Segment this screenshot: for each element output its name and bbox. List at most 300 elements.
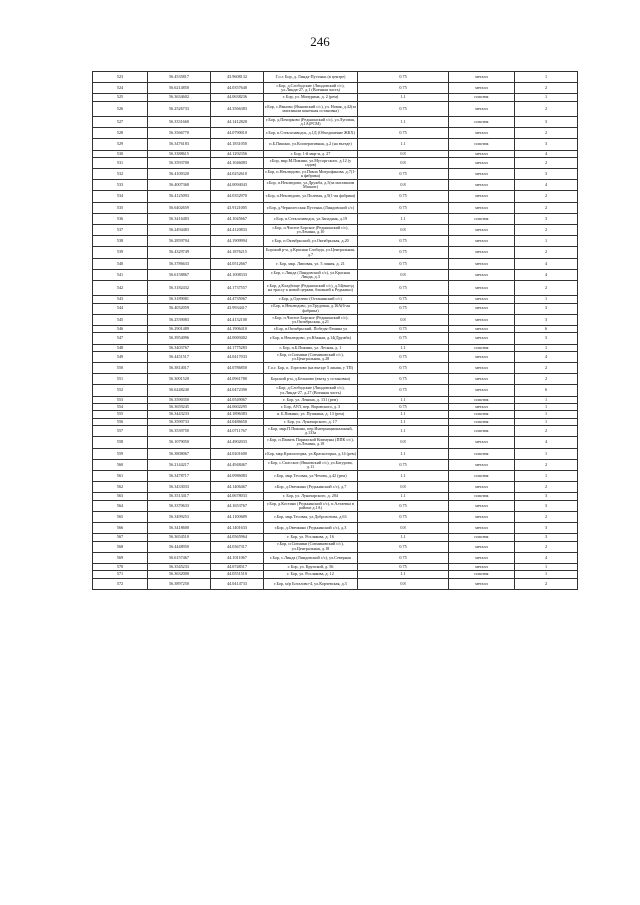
cell-container-count: 2 [515,459,578,470]
cell-row-number: 527 [93,116,148,127]
cell-material: металл [449,101,515,116]
cell-row-number: 534 [93,191,148,202]
table-row [93,128,578,139]
cell-volume: 0.75 [358,202,449,213]
cell-material: пластик [449,493,515,500]
cell-row-number: 572 [93,578,148,589]
cell-latitude: 56.4125093 [148,191,211,202]
cell-latitude: 56.3499253 [148,511,211,522]
cell-longitude: 44.0414733 [211,578,264,589]
cell-address: г.Бор, п.Память Парижской Коммуны (ППК с/с), ул.Ленина, д.18 [264,437,358,448]
cell-material: пластик [449,396,515,403]
cell-volume: 0.75 [358,564,449,571]
table-row [93,523,578,534]
cell-latitude: 56.3331660 [148,116,211,127]
cell-longitude: 44.0961780 [211,374,264,385]
cell-material: металл [449,150,515,157]
container-sites-table [92,71,578,590]
cell-material: пластик [449,94,515,101]
cell-volume: 0.75 [358,296,449,303]
cell-latitude: 56.3418600 [148,523,211,534]
cell-volume: 0.8 [358,269,449,280]
cell-latitude: 56.2494483 [148,225,211,236]
cell-longitude: 44.1831050 [211,139,264,150]
cell-volume: 1.1 [358,139,449,150]
cell-address: г.Бор, м/р Боталово-4, ул.Корчевская, д.3 [264,578,358,589]
cell-row-number: 536 [93,213,148,224]
cell-longitude: 44.1401633 [211,523,264,534]
cell-container-count: 2 [515,363,578,374]
cell-container-count: 6 [515,325,578,332]
cell-address: п. Б.Пикино, ул. Пушкина, д. 13 (рем) [264,411,358,418]
cell-row-number: 555 [93,411,148,418]
cell-address: г. Бор, п.Б.Пикино, ул. Лесная, д. 1 [264,344,358,351]
cell-latitude: 56.2859704 [148,236,211,247]
cell-latitude: 56.3593700 [148,157,211,168]
cell-material: металл [449,523,515,534]
cell-address: г.Бор, п.Октябрьский, ул.Октябрьская, д.20 [264,236,358,247]
cell-container-count: 2 [515,83,578,94]
cell-longitude: 44.0486650 [211,418,264,425]
table-row [93,448,578,459]
cell-latitude: 56.4329749 [148,247,211,258]
table-row [93,459,578,470]
cell-address: г.Бор, мкр.Красногорка, ул.Красногорка, д.14 (рем) [264,448,358,459]
cell-longitude: 44.3566383 [211,101,264,116]
cell-volume: 0.8 [358,314,449,325]
table-row [93,534,578,541]
cell-volume: 0.75 [358,385,449,396]
cell-material: металл [449,578,515,589]
cell-address: г.Бор, с.Спасское (Ямновский с/с), ул.Батурова, д.11 [264,459,358,470]
cell-row-number: 569 [93,552,148,563]
cell-longitude: 44.0417033 [211,351,264,362]
cell-volume: 1.1 [358,411,449,418]
cell-longitude: 44.1045667 [211,213,264,224]
cell-container-count: 2 [515,482,578,493]
cell-address: г.Бор, д.Слободские (Линдовский с/с), ул.Линда-27, д.1 (Военная часть) [264,83,358,94]
cell-container-count: 1 [515,396,578,403]
cell-volume: 0.8 [358,150,449,157]
table-row [93,482,578,493]
cell-container-count: 3 [515,169,578,180]
cell-longitude: 44.1406467 [211,482,264,493]
cell-address: г. Бор, ул. Луначарского, д. 17 [264,418,358,425]
cell-volume: 1.1 [358,116,449,127]
cell-material: металл [449,247,515,258]
cell-container-count: 4 [515,150,578,157]
table-row [93,225,578,236]
cell-address: г. Бор, ул. Ленина, д. 131 (рем) [264,396,358,403]
cell-container-count: 1 [515,404,578,411]
cell-container-count: 3 [515,493,578,500]
cell-material: пластик [449,213,515,224]
cell-latitude: 56.4032059 [148,303,211,314]
cell-row-number: 568 [93,541,148,552]
cell-volume: 1.1 [358,571,449,578]
table-row [93,351,578,362]
cell-volume: 0.75 [358,333,449,344]
cell-longitude: 44.0069402 [211,333,264,344]
cell-latitude: 56.3786633 [148,258,211,269]
cell-container-count: 4 [515,437,578,448]
cell-row-number: 535 [93,202,148,213]
cell-row-number: 539 [93,247,148,258]
cell-latitude: 56.3634602 [148,94,211,101]
cell-longitude: 44.1046083 [211,157,264,168]
cell-address: г.Бор, д.Почирково (Редькинский с/с), ул.Луговая, д.1А(РСМ) [264,116,358,127]
cell-material: металл [449,385,515,396]
cell-material: металл [449,437,515,448]
cell-material: пластик [449,411,515,418]
cell-row-number: 546 [93,325,148,332]
cell-longitude: 44.0549067 [211,396,264,403]
cell-material: металл [449,236,515,247]
cell-longitude: 44.0512667 [211,258,264,269]
cell-latitude: 56.4100320 [148,169,211,180]
table-row [93,157,578,168]
cell-latitude: 56.3513417 [148,493,211,500]
cell-volume: 0.75 [358,325,449,332]
cell-material: металл [449,511,515,522]
cell-latitude: 56.2526733 [148,101,211,116]
cell-address: г.Бор, д.Чернолесская Пустынь (Линдовский с/с) [264,202,358,213]
cell-row-number: 537 [93,225,148,236]
cell-address: Борский р-н, д.Бельково (въезд у остановки) [264,374,358,385]
table-row [93,385,578,396]
cell-address: г. Бор, мкр. Липовая, ул. 5 линия, д. 21 [264,258,358,269]
cell-row-number: 567 [93,534,148,541]
cell-address: г.Бор, д.Овечкино (Редькинский с/с), д.7 [264,482,358,493]
cell-row-number: 562 [93,482,148,493]
cell-container-count: 1 [515,418,578,425]
table-row [93,150,578,157]
cell-latitude: 56.4451517 [148,351,211,362]
table-row [93,437,578,448]
cell-row-number: 545 [93,314,148,325]
cell-latitude: 56.6402659 [148,202,211,213]
cell-volume: 0.75 [358,374,449,385]
cell-container-count: 1 [515,94,578,101]
table-row [93,493,578,500]
cell-latitude: 56.3539750 [148,426,211,437]
cell-material: пластик [449,139,515,150]
cell-volume: 0.8 [358,482,449,493]
cell-material: металл [449,280,515,295]
cell-longitude: 44.1896383 [211,411,264,418]
cell-longitude: 43.9608132 [211,72,264,83]
cell-volume: 0.75 [358,459,449,470]
cell-address: г.Бор, п.Неклюдово, ул.Трудовая, д.16А(6-ая фабрика) [264,303,358,314]
cell-volume: 0.75 [358,500,449,511]
cell-latitude: 56.3808067 [148,448,211,459]
cell-address: г. Бор, ул. Крупской, д. 56 [264,564,358,571]
cell-latitude: 56.4448950 [148,541,211,552]
cell-container-count: 4 [515,351,578,362]
cell-address: г.Бор, с.Линда (Линдовский с/с), ул.Красная Линда, д.3 [264,269,358,280]
cell-longitude: 44.4132100 [211,314,264,325]
cell-longitude: 44.1100689 [211,511,264,522]
table-row [93,269,578,280]
table-row [93,500,578,511]
cell-longitude: 44.4735067 [211,296,264,303]
cell-latitude: 56.3189081 [148,296,211,303]
cell-row-number: 528 [93,128,148,139]
cell-row-number: 540 [93,258,148,269]
cell-address: г.Бор, п.Ситники (Ситниковский с/с), ул.Центральная, д.28 [264,351,358,362]
cell-latitude: 56.6157467 [148,552,211,563]
cell-address: п.Б.Пикино, ул.Кооперативная, д.2 (на въезде) [264,139,358,150]
cell-longitude: 44.0565964 [211,534,264,541]
cell-row-number: 538 [93,236,148,247]
cell-longitude: 44.0201600 [211,448,264,459]
cell-address: г.Бор, д.Овечкино (Редькинский с/с), д.3 [264,523,358,534]
cell-volume: 0.8 [358,523,449,534]
cell-volume: 0.75 [358,72,449,83]
cell-material: металл [449,303,515,314]
cell-container-count: 2 [515,202,578,213]
cell-row-number: 566 [93,523,148,534]
cell-address: г.Бор, мкр.П.Пикино, пер.Интернациональный, д.133а [264,426,358,437]
cell-material: пластик [449,470,515,481]
cell-volume: 0.75 [358,258,449,269]
cell-material: пластик [449,344,515,351]
cell-material: пластик [449,426,515,437]
table-row [93,202,578,213]
cell-longitude: 44.0711767 [211,426,264,437]
cell-container-count: 1 [515,564,578,571]
cell-latitude: 56.6158867 [148,269,211,280]
cell-address: г. Бор, ул. Рослякова, д. 16 [264,534,358,541]
cell-volume: 1.1 [358,418,449,425]
cell-material: металл [449,269,515,280]
table-row [93,247,578,258]
table-row [93,296,578,303]
cell-container-count: 6 [515,385,578,396]
cell-material: металл [449,541,515,552]
cell-material: металл [449,404,515,411]
table-row [93,139,578,150]
cell-latitude: 56.3476183 [148,139,211,150]
cell-container-count: 2 [515,541,578,552]
table-row [93,374,578,385]
cell-longitude: 44.0790010 [211,128,264,139]
table-row [93,303,578,314]
cell-longitude: 43.9121005 [211,202,264,213]
table-row [93,426,578,437]
cell-material: металл [449,363,515,374]
table-row [93,101,578,116]
cell-address: г. Бор, ул. Рослякова, д. 12 [264,571,358,578]
cell-latitude: 56.3659245 [148,404,211,411]
cell-address: г. Бор, ул. Мичурина, д. 2 (рем) [264,94,358,101]
table-row [93,213,578,224]
cell-volume: 1.1 [358,396,449,403]
cell-volume: 0.75 [358,303,449,314]
cell-container-count: 2 [515,426,578,437]
cell-longitude: 44.1775283 [211,344,264,351]
cell-address: г.Бор, п.Чистое Борское (Редькинский с/с), ул.Октябрьская, д.21 [264,314,358,325]
cell-address: г.Бор, мкр.Тесовая, ул.Чехова, д.42 (рем) [264,470,358,481]
cell-longitude: 44.0472390 [211,385,264,396]
cell-row-number: 543 [93,296,148,303]
table-row [93,411,578,418]
cell-volume: 1.1 [358,448,449,459]
cell-address: г.Бор, мкр.Тесовая, ул.Доброхотова, д.63 [264,511,358,522]
cell-volume: 0.75 [358,169,449,180]
cell-row-number: 542 [93,280,148,295]
table-row [93,564,578,571]
cell-row-number: 571 [93,571,148,578]
cell-address: г.Бор, п.Стеклозаводск, ул.Западная, д.19 [264,213,358,224]
cell-address: г.Бор, д.Слободские (Линдовский с/с), ул.Линда-27, д.27 (Военная часть) [264,385,358,396]
cell-volume: 1.1 [358,470,449,481]
cell-longitude: 44.1008333 [211,269,264,280]
cell-latitude: 56.2144217 [148,459,211,470]
cell-volume: 0.75 [358,128,449,139]
cell-row-number: 552 [93,385,148,396]
cell-latitude: 56.3416483 [148,213,211,224]
cell-material: металл [449,374,515,385]
cell-row-number: 541 [93,269,148,280]
cell-material: пластик [449,116,515,127]
cell-longitude: 44.4120833 [211,225,264,236]
cell-container-count: 1 [515,571,578,578]
cell-material: металл [449,225,515,236]
cell-container-count: 4 [515,180,578,191]
cell-material: пластик [449,448,515,459]
cell-latitude: 56.3632000 [148,571,211,578]
cell-container-count: 3 [515,523,578,534]
cell-material: металл [449,180,515,191]
cell-longitude: 44.1292356 [211,150,264,157]
table-row [93,404,578,411]
cell-container-count: 1 [515,448,578,459]
cell-latitude: 56.3182432 [148,280,211,295]
cell-longitude: 44.1876215 [211,247,264,258]
cell-material: металл [449,191,515,202]
cell-container-count: 1 [515,72,578,83]
cell-container-count: 2 [515,247,578,258]
cell-longitude: 44.0638236 [211,94,264,101]
cell-container-count: 4 [515,269,578,280]
cell-material: металл [449,500,515,511]
cell-latitude: 56.4007368 [148,180,211,191]
cell-volume: 0.8 [358,157,449,168]
cell-latitude: 56.3897250 [148,578,211,589]
cell-container-count: 3 [515,500,578,511]
table-row [93,344,578,351]
cell-container-count: 1 [515,470,578,481]
cell-address: г. Бор, ул. Луначарского, д. 204 [264,493,358,500]
table-row [93,511,578,522]
cell-volume: 1.1 [358,213,449,224]
cell-latitude: 56.3403767 [148,344,211,351]
cell-latitude: 56.3478717 [148,470,211,481]
cell-address: г.Бор, с.Линда (Линдовский с/с), ул.Северная [264,552,358,563]
cell-address: г.Бор, д.Кладбище (Редькинский с/с), д.54(выезд на трассу к новой церкви, ближней к Редькино) [264,280,358,295]
cell-latitude: 56.2539083 [148,314,211,325]
cell-row-number: 531 [93,157,148,168]
cell-material: металл [449,482,515,493]
cell-address: г.Бор, п.Чистое Борское (Редькинский с/с), ул.Ленина, д.10 [264,225,358,236]
cell-latitude: 56.6214850 [148,83,211,94]
cell-material: металл [449,564,515,571]
cell-container-count: 2 [515,225,578,236]
cell-volume: 0.8 [358,578,449,589]
cell-latitude: 56.3590350 [148,396,211,403]
cell-row-number: 525 [93,94,148,101]
cell-address: Г.о.г. Бор, д. Линда-Пустынь (в центре) [264,72,358,83]
cell-volume: 1.1 [358,493,449,500]
cell-row-number: 570 [93,564,148,571]
cell-volume: 0.75 [358,363,449,374]
cell-volume: 0.75 [358,552,449,563]
cell-material: металл [449,325,515,332]
table-row [93,180,578,191]
table-row [93,83,578,94]
cell-volume: 0.8 [358,180,449,191]
cell-longitude: 44.0678033 [211,493,264,500]
cell-row-number: 557 [93,426,148,437]
cell-volume: 0.75 [358,191,449,202]
cell-container-count: 1 [515,411,578,418]
table-row [93,72,578,83]
cell-address: г.Бор, п.Октябрьский, Победы-Ленина ул [264,325,358,332]
cell-container-count: 2 [515,101,578,116]
cell-row-number: 529 [93,139,148,150]
table-row [93,571,578,578]
page-number: 246 [310,34,330,49]
cell-material: металл [449,202,515,213]
cell-row-number: 560 [93,459,148,470]
cell-row-number: 533 [93,180,148,191]
cell-row-number: 544 [93,303,148,314]
cell-address: г.Бор, п.Неклюдово, ул.Южная, д.14(Дружба) [264,333,358,344]
cell-container-count: 3 [515,333,578,344]
cell-container-count: 3 [515,139,578,150]
cell-row-number: 530 [93,150,148,157]
table-row [93,333,578,344]
cell-row-number: 523 [93,72,148,83]
cell-row-number: 564 [93,500,148,511]
cell-row-number: 565 [93,511,148,522]
cell-latitude: 56.3566770 [148,128,211,139]
cell-longitude: 44.0352970 [211,191,264,202]
cell-address: г.Бор, п.Неклюдово, ул.Полевая, д.9(1-ая фабрика) [264,191,358,202]
cell-row-number: 532 [93,169,148,180]
cell-row-number: 553 [93,396,148,403]
cell-longitude: 44.1909994 [211,236,264,247]
table-row [93,578,578,589]
cell-longitude: 44.0748317 [211,564,264,571]
table-row [93,280,578,295]
cell-volume: 1.1 [358,344,449,351]
cell-material: металл [449,314,515,325]
cell-container-count: 3 [515,116,578,127]
cell-container-count: 3 [515,213,578,224]
cell-volume: 0.75 [358,404,449,411]
table-row [93,396,578,403]
cell-material: металл [449,296,515,303]
cell-material: металл [449,169,515,180]
cell-row-number: 561 [93,470,148,481]
cell-volume: 1.1 [358,94,449,101]
table-row [93,418,578,425]
cell-row-number: 551 [93,374,148,385]
cell-container-count: 2 [515,157,578,168]
table-row [93,314,578,325]
